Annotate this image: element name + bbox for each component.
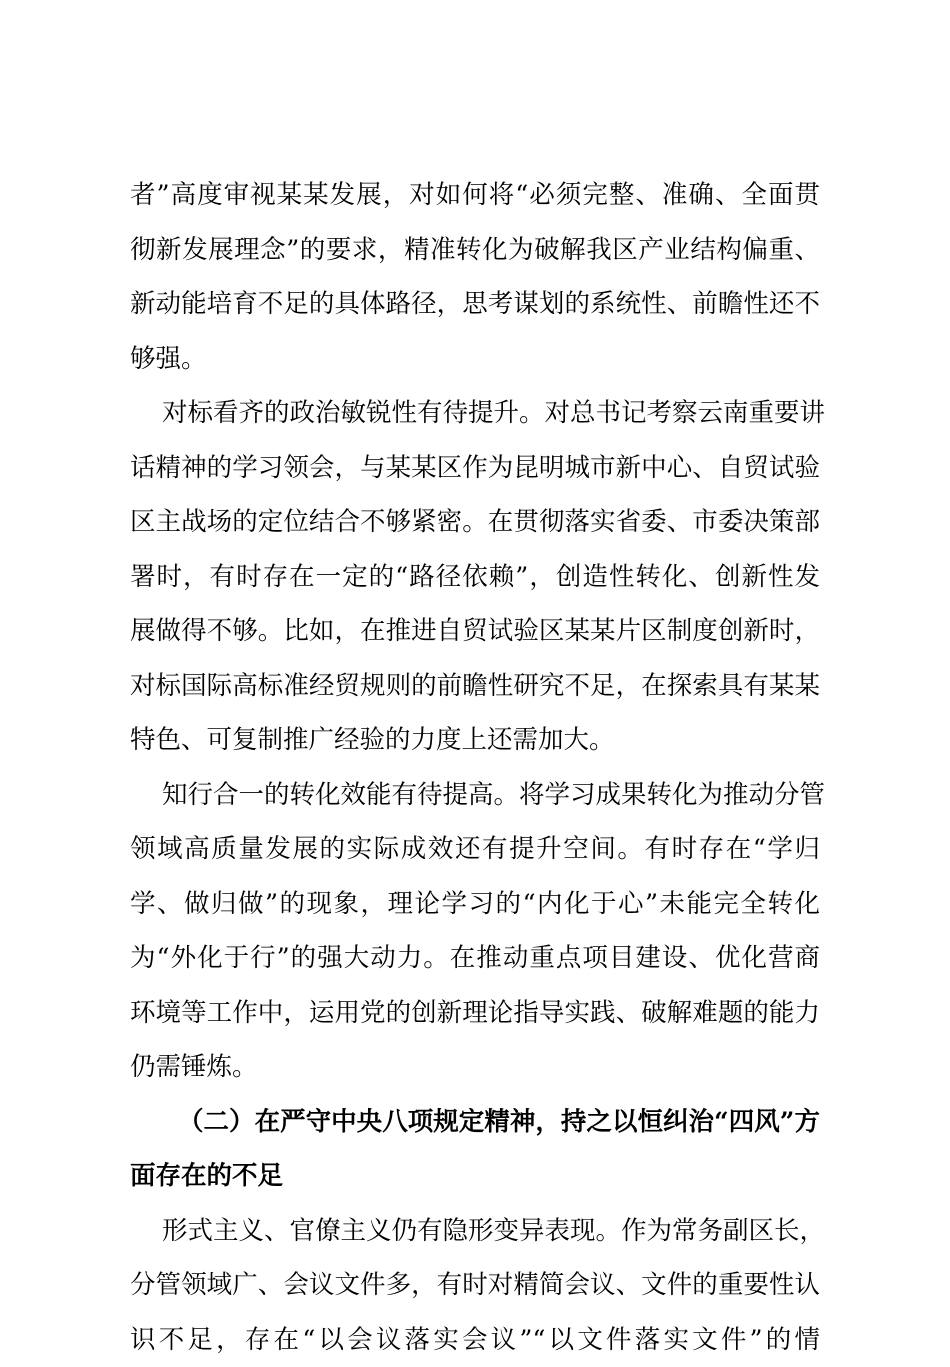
paragraph-political-sensitivity — [130, 386, 820, 768]
text-line: 新动能培育不足的具体路径，思考谋划的系统性、前瞻性还不 — [130, 277, 820, 332]
document-body — [130, 168, 820, 1367]
text-line: 为“外化于行”的强大动力。在推动重点项目建设、优化营商 — [130, 931, 820, 986]
text-line: 署时，有时存在一定的“路径依赖”，创造性转化、创新性发 — [130, 550, 820, 605]
text-line: 领域高质量发展的实际成效还有提升空间。有时存在“学归 — [130, 822, 820, 877]
text-line: 够强。 — [130, 332, 820, 387]
text-line: 识不足，存在“以会议落实会议”“以文件落实文件”的情 — [130, 1313, 820, 1367]
text-line: 话精神的学习领会，与某某区作为昆明城市新中心、自贸试验 — [130, 441, 820, 496]
section-heading — [130, 1095, 820, 1204]
paragraph-formalism — [130, 1204, 820, 1367]
text-line: 分管领域广、会议文件多，有时对精简会议、文件的重要性认 — [130, 1258, 820, 1313]
text-line: 对标看齐的政治敏锐性有待提升。对总书记考察云南重要讲 — [130, 386, 820, 441]
text-line: 对标国际高标准经贸规则的前瞻性研究不足，在探索具有某某 — [130, 659, 820, 714]
text-line: 展做得不够。比如，在推进自贸试验区某某片区制度创新时， — [130, 604, 820, 659]
text-line: 学、做归做”的现象，理论学习的“内化于心”未能完全转化 — [130, 877, 820, 932]
text-line: 彻新发展理念”的要求，精准转化为破解我区产业结构偏重、 — [130, 223, 820, 278]
heading-line: 面存在的不足 — [130, 1149, 820, 1204]
heading-line: （二）在严守中央八项规定精神，持之以恒纠治“四风”方 — [130, 1095, 820, 1150]
paragraph-knowledge-action — [130, 768, 820, 1095]
paragraph-continuation — [130, 168, 820, 386]
text-line: 形式主义、官僚主义仍有隐形变异表现。作为常务副区长， — [130, 1204, 820, 1259]
text-line: 环境等工作中，运用党的创新理论指导实践、破解难题的能力 — [130, 986, 820, 1041]
text-line: 区主战场的定位结合不够紧密。在贯彻落实省委、市委决策部 — [130, 495, 820, 550]
text-line: 特色、可复制推广经验的力度上还需加大。 — [130, 713, 820, 768]
text-line: 知行合一的转化效能有待提高。将学习成果转化为推动分管 — [130, 768, 820, 823]
text-line: 仍需锤炼。 — [130, 1040, 820, 1095]
text-line: 者”高度审视某某发展，对如何将“必须完整、准确、全面贯 — [130, 168, 820, 223]
